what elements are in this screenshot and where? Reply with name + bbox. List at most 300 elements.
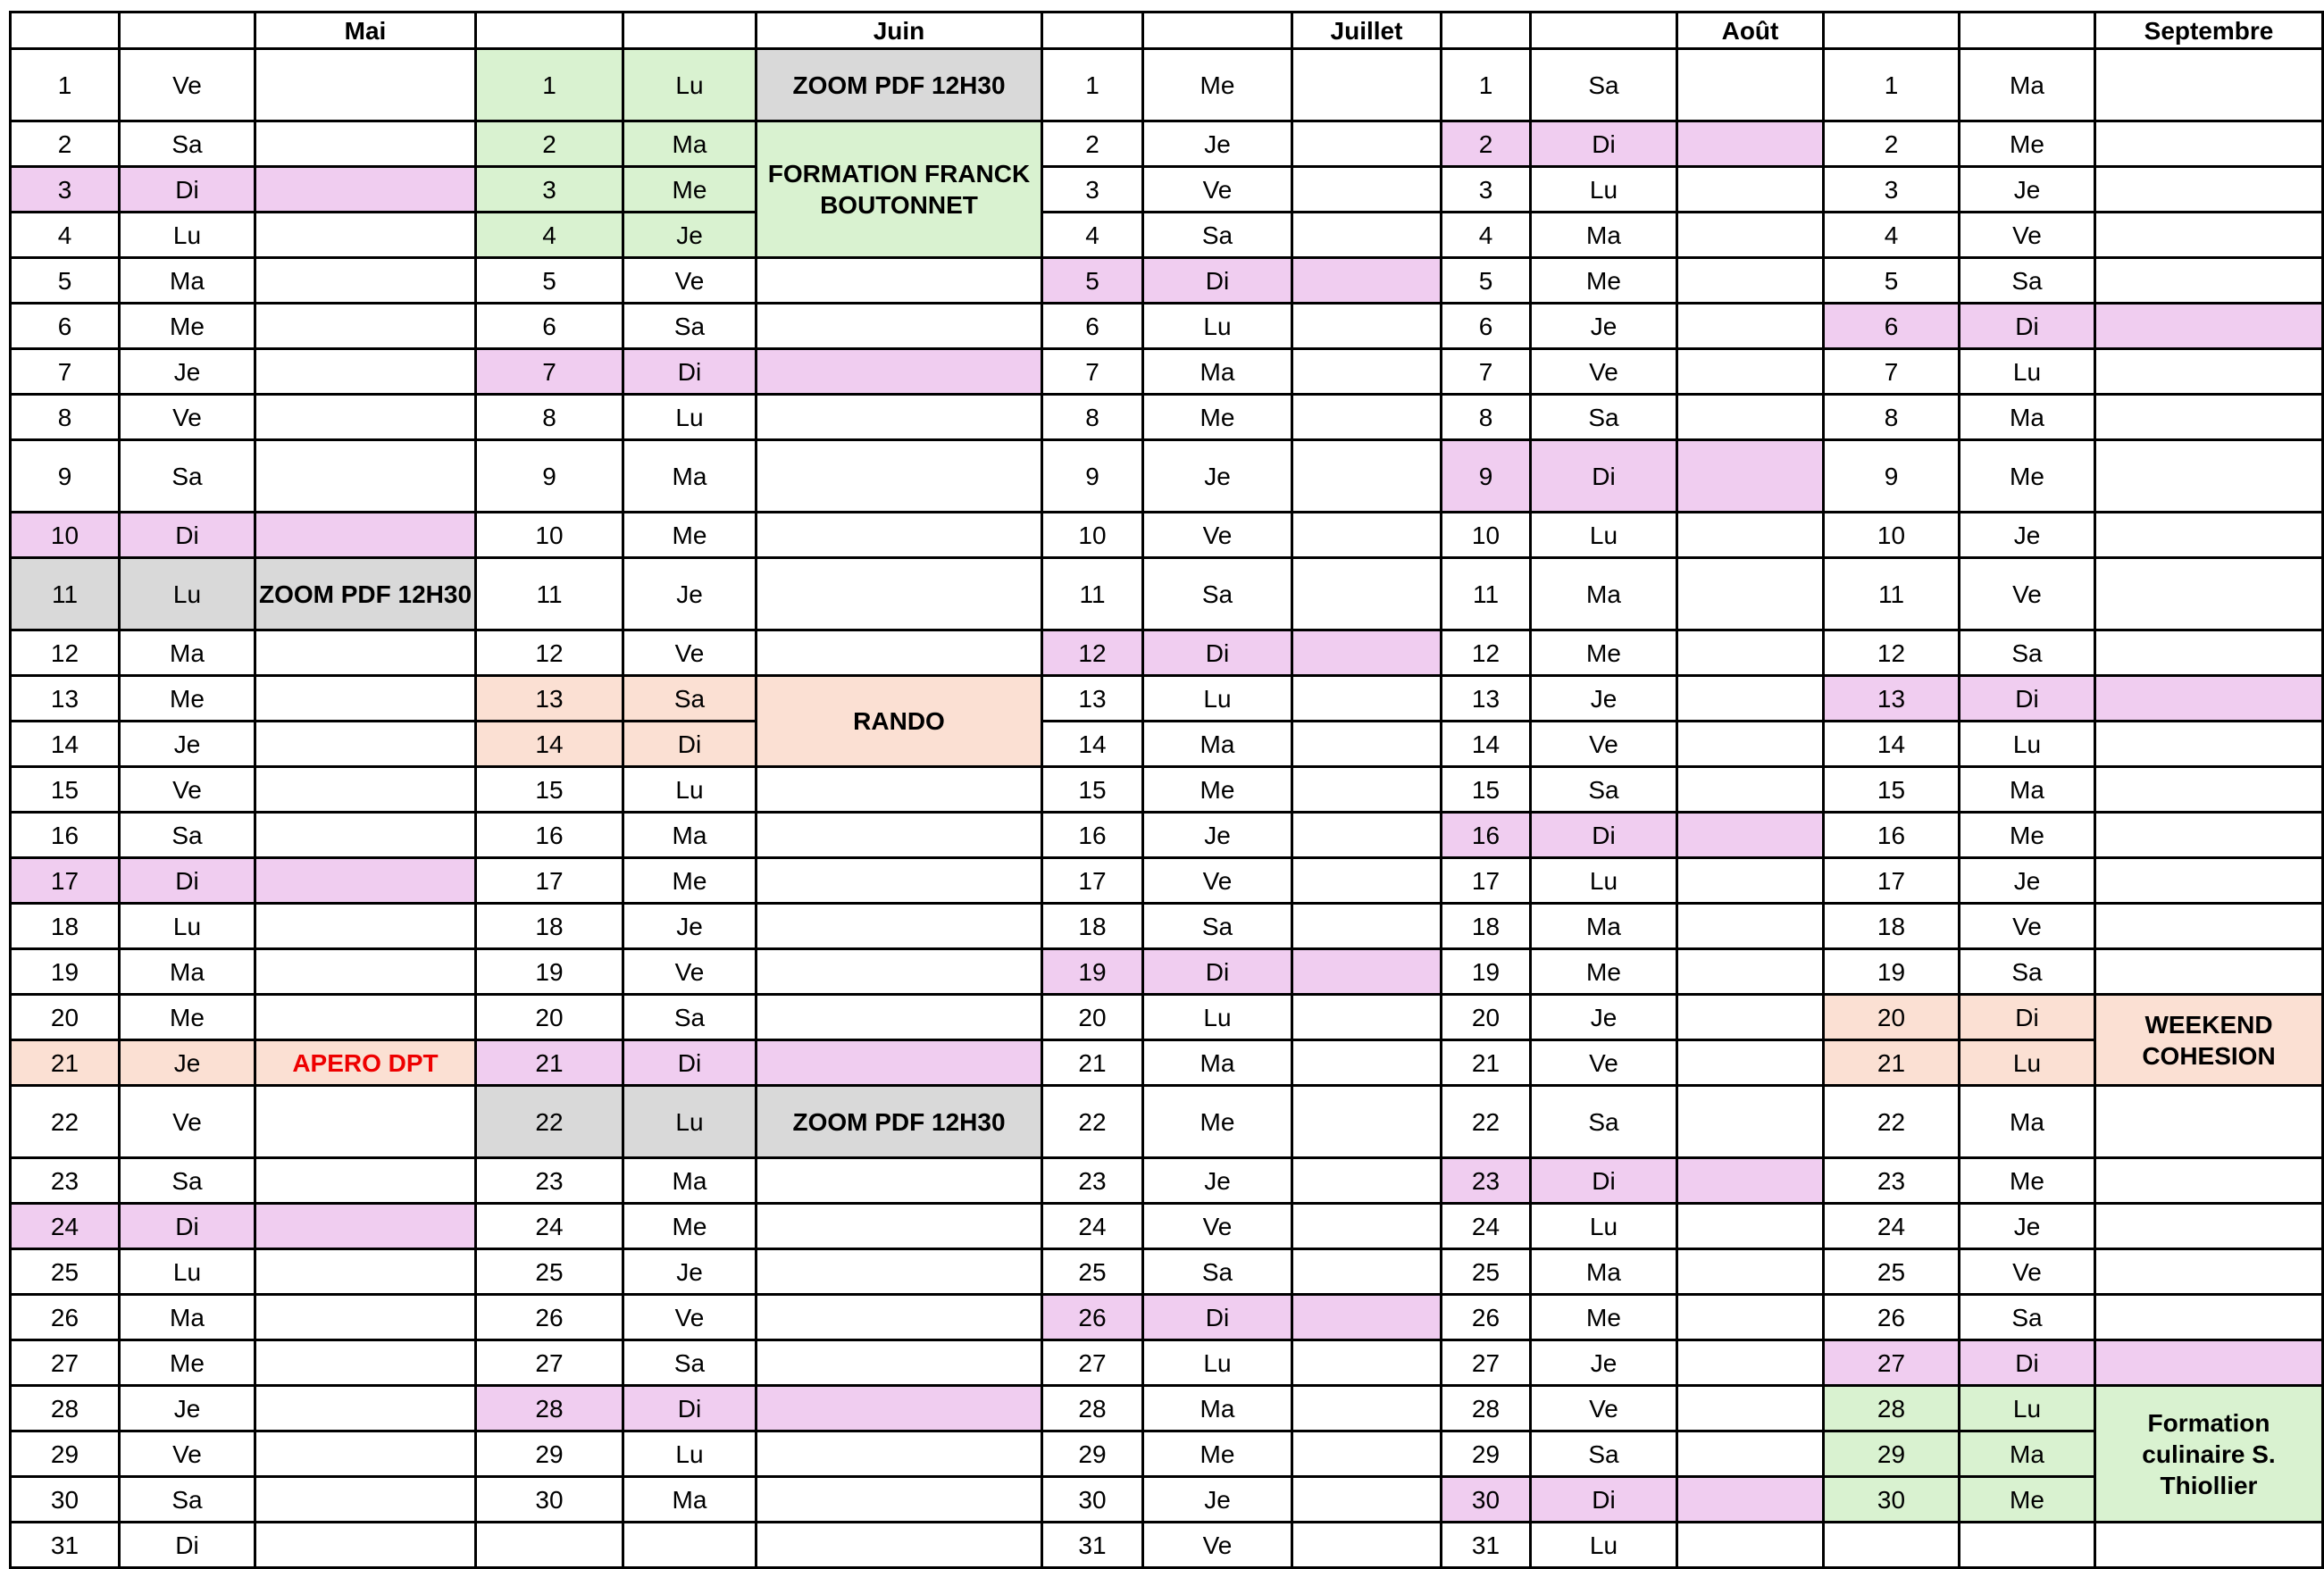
day-number-mai: 9 <box>11 440 120 513</box>
event-cell-mai <box>255 949 476 995</box>
weekday-septembre: Sa <box>1960 630 2095 676</box>
day-number-juillet: 22 <box>1042 1086 1143 1158</box>
event-cell-mai <box>255 1249 476 1295</box>
event-cell-juillet <box>1292 1040 1442 1086</box>
day-number-juillet: 12 <box>1042 630 1143 676</box>
day-number-mai: 31 <box>11 1523 120 1568</box>
day-number-juillet: 8 <box>1042 395 1143 440</box>
day-number-juillet: 11 <box>1042 558 1143 630</box>
event-cell-juin <box>757 1340 1042 1386</box>
table-row <box>11 395 2323 440</box>
event-cell-juin <box>757 304 1042 349</box>
event-cell-juillet <box>1292 558 1442 630</box>
day-number-septembre: 8 <box>1824 395 1960 440</box>
event-cell-mai <box>255 1086 476 1158</box>
event-cell-septembre <box>2095 1086 2323 1158</box>
day-number-septembre: 14 <box>1824 722 1960 767</box>
event-cell-mai <box>255 258 476 304</box>
day-number-septembre: 6 <box>1824 304 1960 349</box>
event-zoom-juin-22: ZOOM PDF 12H30 <box>757 1086 1042 1158</box>
weekday-juillet: Di <box>1143 630 1292 676</box>
day-number-mai: 25 <box>11 1249 120 1295</box>
day-number-aout: 26 <box>1442 1295 1531 1340</box>
month-header-septembre: Septembre <box>2095 13 2323 49</box>
day-number-aout: 24 <box>1442 1204 1531 1249</box>
event-cell-juin <box>757 767 1042 813</box>
day-number-juillet: 4 <box>1042 213 1143 258</box>
table-row <box>11 949 2323 995</box>
day-number-mai: 30 <box>11 1477 120 1523</box>
day-number-juin: 23 <box>476 1158 623 1204</box>
event-cell-juin <box>757 1204 1042 1249</box>
weekday-juin: Me <box>623 167 757 213</box>
table-row <box>11 1040 2323 1086</box>
weekday-juillet: Ma <box>1143 1040 1292 1086</box>
table-row <box>11 1340 2323 1386</box>
event-cell-aout <box>1677 440 1824 513</box>
weekday-septembre: Je <box>1960 513 2095 558</box>
event-cell-septembre <box>2095 1523 2323 1568</box>
weekday-aout: Di <box>1531 1477 1677 1523</box>
header-spacer <box>11 13 120 49</box>
event-cell-aout <box>1677 858 1824 904</box>
table-row <box>11 349 2323 395</box>
event-cell-septembre <box>2095 767 2323 813</box>
day-number-juillet: 29 <box>1042 1431 1143 1477</box>
day-number-juillet: 23 <box>1042 1158 1143 1204</box>
day-number-septembre: 19 <box>1824 949 1960 995</box>
day-number-aout: 23 <box>1442 1158 1531 1204</box>
month-header-aout: Août <box>1677 13 1824 49</box>
day-number-aout: 21 <box>1442 1040 1531 1086</box>
weekday-aout: Lu <box>1531 513 1677 558</box>
day-number-juillet: 1 <box>1042 49 1143 121</box>
event-cell-juillet <box>1292 858 1442 904</box>
day-number-juin: 30 <box>476 1477 623 1523</box>
day-number-septembre: 10 <box>1824 513 1960 558</box>
weekday-juin: Lu <box>623 395 757 440</box>
weekday-juin: Lu <box>623 1086 757 1158</box>
day-number-aout: 16 <box>1442 813 1531 858</box>
weekday-mai: Di <box>120 858 255 904</box>
event-cell-juillet <box>1292 395 1442 440</box>
weekday-aout: Ma <box>1531 1249 1677 1295</box>
day-number-juin <box>476 1523 623 1568</box>
day-number-mai: 17 <box>11 858 120 904</box>
weekday-juin: Me <box>623 858 757 904</box>
event-cell-mai <box>255 395 476 440</box>
day-number-aout: 6 <box>1442 304 1531 349</box>
day-number-aout: 3 <box>1442 167 1531 213</box>
event-cell-aout <box>1677 949 1824 995</box>
event-cell-juin <box>757 1249 1042 1295</box>
day-number-juillet: 24 <box>1042 1204 1143 1249</box>
weekday-aout: Me <box>1531 949 1677 995</box>
event-cell-septembre <box>2095 258 2323 304</box>
day-number-juin: 25 <box>476 1249 623 1295</box>
month-header-juin: Juin <box>757 13 1042 49</box>
day-number-juillet: 26 <box>1042 1295 1143 1340</box>
day-number-juin: 22 <box>476 1086 623 1158</box>
event-cell-aout <box>1677 1340 1824 1386</box>
event-cell-juillet <box>1292 440 1442 513</box>
weekday-mai: Ve <box>120 767 255 813</box>
weekday-juillet: Je <box>1143 1158 1292 1204</box>
day-number-juillet: 16 <box>1042 813 1143 858</box>
weekday-juin: Je <box>623 904 757 949</box>
weekday-juillet: Di <box>1143 949 1292 995</box>
weekday-mai: Ma <box>120 949 255 995</box>
weekday-juin: Sa <box>623 995 757 1040</box>
weekday-juillet: Lu <box>1143 995 1292 1040</box>
weekday-juin: Sa <box>623 304 757 349</box>
day-number-mai: 14 <box>11 722 120 767</box>
day-number-juin: 21 <box>476 1040 623 1086</box>
day-number-juillet: 2 <box>1042 121 1143 167</box>
day-number-aout: 27 <box>1442 1340 1531 1386</box>
day-number-septembre: 26 <box>1824 1295 1960 1340</box>
weekday-juillet: Ma <box>1143 722 1292 767</box>
event-cell-septembre <box>2095 1158 2323 1204</box>
weekday-septembre: Sa <box>1960 949 2095 995</box>
day-number-aout: 1 <box>1442 49 1531 121</box>
event-cell-mai <box>255 349 476 395</box>
event-cell-aout <box>1677 304 1824 349</box>
day-number-juillet: 21 <box>1042 1040 1143 1086</box>
day-number-juin: 7 <box>476 349 623 395</box>
event-cell-aout <box>1677 1431 1824 1477</box>
weekday-mai: Ma <box>120 258 255 304</box>
day-number-juillet: 25 <box>1042 1249 1143 1295</box>
weekday-aout: Di <box>1531 1158 1677 1204</box>
day-number-septembre: 18 <box>1824 904 1960 949</box>
weekday-mai: Me <box>120 995 255 1040</box>
event-cell-septembre <box>2095 858 2323 904</box>
day-number-aout: 14 <box>1442 722 1531 767</box>
event-cell-septembre <box>2095 440 2323 513</box>
event-cell-aout <box>1677 1204 1824 1249</box>
day-number-septembre: 4 <box>1824 213 1960 258</box>
event-cell-juin <box>757 949 1042 995</box>
event-cell-mai <box>255 813 476 858</box>
day-number-juin: 9 <box>476 440 623 513</box>
event-cell-juillet <box>1292 1340 1442 1386</box>
event-apero-dpt: APERO DPT <box>255 1040 476 1086</box>
day-number-mai: 28 <box>11 1386 120 1431</box>
weekday-juin: Je <box>623 213 757 258</box>
weekday-aout: Sa <box>1531 1086 1677 1158</box>
event-cell-septembre <box>2095 395 2323 440</box>
weekday-juin: Ve <box>623 1295 757 1340</box>
event-cell-juin <box>757 258 1042 304</box>
weekday-septembre: Me <box>1960 440 2095 513</box>
day-number-aout: 7 <box>1442 349 1531 395</box>
table-row <box>11 304 2323 349</box>
day-number-aout: 17 <box>1442 858 1531 904</box>
event-cell-mai <box>255 49 476 121</box>
weekday-juin <box>623 1523 757 1568</box>
event-cell-aout <box>1677 904 1824 949</box>
table-row <box>11 995 2323 1040</box>
weekday-aout: Ma <box>1531 213 1677 258</box>
event-cell-aout <box>1677 722 1824 767</box>
weekday-mai: Ve <box>120 1431 255 1477</box>
weekday-juillet: Ma <box>1143 349 1292 395</box>
event-cell-mai <box>255 995 476 1040</box>
day-number-mai: 5 <box>11 258 120 304</box>
event-cell-aout <box>1677 995 1824 1040</box>
weekday-juin: Je <box>623 1249 757 1295</box>
event-weekend-cohesion: WEEKEND COHESION <box>2095 995 2323 1086</box>
table-row <box>11 1523 2323 1568</box>
table-row <box>11 1158 2323 1204</box>
weekday-septembre: Ve <box>1960 558 2095 630</box>
day-number-juin: 2 <box>476 121 623 167</box>
weekday-mai: Sa <box>120 1477 255 1523</box>
weekday-aout: Di <box>1531 440 1677 513</box>
header-spacer <box>1143 13 1292 49</box>
day-number-juillet: 20 <box>1042 995 1143 1040</box>
event-cell-mai <box>255 1523 476 1568</box>
event-cell-juillet <box>1292 1431 1442 1477</box>
weekday-juin: Ma <box>623 813 757 858</box>
event-cell-juillet <box>1292 767 1442 813</box>
day-number-aout: 9 <box>1442 440 1531 513</box>
table-row <box>11 1204 2323 1249</box>
event-cell-juillet <box>1292 1204 1442 1249</box>
event-cell-juillet <box>1292 1086 1442 1158</box>
day-number-mai: 8 <box>11 395 120 440</box>
table-row <box>11 558 2323 630</box>
day-number-septembre: 21 <box>1824 1040 1960 1086</box>
day-number-mai: 6 <box>11 304 120 349</box>
day-number-juillet: 31 <box>1042 1523 1143 1568</box>
event-cell-septembre <box>2095 949 2323 995</box>
event-cell-juin <box>757 1386 1042 1431</box>
event-cell-aout <box>1677 513 1824 558</box>
weekday-mai: Ma <box>120 630 255 676</box>
weekday-septembre: Lu <box>1960 1040 2095 1086</box>
day-number-septembre: 28 <box>1824 1386 1960 1431</box>
weekday-aout: Sa <box>1531 767 1677 813</box>
header-spacer <box>476 13 623 49</box>
event-cell-mai <box>255 676 476 722</box>
event-cell-septembre <box>2095 304 2323 349</box>
table-row <box>11 513 2323 558</box>
event-cell-septembre <box>2095 1204 2323 1249</box>
day-number-juin: 15 <box>476 767 623 813</box>
event-rando: RANDO <box>757 676 1042 767</box>
weekday-juillet: Ma <box>1143 1386 1292 1431</box>
event-cell-aout <box>1677 558 1824 630</box>
weekday-mai: Je <box>120 1386 255 1431</box>
event-cell-mai <box>255 1386 476 1431</box>
weekday-septembre: Me <box>1960 813 2095 858</box>
day-number-septembre: 23 <box>1824 1158 1960 1204</box>
day-number-juin: 5 <box>476 258 623 304</box>
weekday-septembre: Ve <box>1960 1249 2095 1295</box>
weekday-septembre: Ma <box>1960 395 2095 440</box>
event-cell-septembre <box>2095 1340 2323 1386</box>
day-number-juin: 6 <box>476 304 623 349</box>
day-number-juin: 12 <box>476 630 623 676</box>
weekday-aout: Je <box>1531 995 1677 1040</box>
table-row <box>11 1295 2323 1340</box>
weekday-aout: Sa <box>1531 395 1677 440</box>
event-cell-septembre <box>2095 1295 2323 1340</box>
table-row <box>11 440 2323 513</box>
weekday-juin: Me <box>623 513 757 558</box>
header-spacer <box>120 13 255 49</box>
event-cell-aout <box>1677 1040 1824 1086</box>
event-cell-juin <box>757 1523 1042 1568</box>
weekday-juillet: Ve <box>1143 858 1292 904</box>
header-row <box>11 13 2323 49</box>
event-cell-juin <box>757 1040 1042 1086</box>
weekday-septembre: Sa <box>1960 1295 2095 1340</box>
day-number-mai: 15 <box>11 767 120 813</box>
day-number-aout: 19 <box>1442 949 1531 995</box>
event-cell-septembre <box>2095 558 2323 630</box>
weekday-juin: Me <box>623 1204 757 1249</box>
event-cell-juin <box>757 558 1042 630</box>
day-number-juin: 3 <box>476 167 623 213</box>
day-number-septembre: 5 <box>1824 258 1960 304</box>
weekday-aout: Je <box>1531 1340 1677 1386</box>
table-row <box>11 1477 2323 1523</box>
weekday-juin: Lu <box>623 1431 757 1477</box>
table-row <box>11 49 2323 121</box>
day-number-juin: 28 <box>476 1386 623 1431</box>
day-number-mai: 27 <box>11 1340 120 1386</box>
event-cell-aout <box>1677 767 1824 813</box>
weekday-juin: Di <box>623 1386 757 1431</box>
day-number-juillet: 19 <box>1042 949 1143 995</box>
day-number-juin: 10 <box>476 513 623 558</box>
weekday-juin: Ve <box>623 258 757 304</box>
weekday-juillet: Ve <box>1143 167 1292 213</box>
header-spacer <box>1824 13 1960 49</box>
day-number-septembre: 2 <box>1824 121 1960 167</box>
event-cell-mai <box>255 167 476 213</box>
table-row <box>11 167 2323 213</box>
day-number-aout: 11 <box>1442 558 1531 630</box>
event-cell-septembre <box>2095 722 2323 767</box>
event-cell-mai <box>255 858 476 904</box>
header-spacer <box>1442 13 1531 49</box>
event-cell-aout <box>1677 1158 1824 1204</box>
weekday-aout: Me <box>1531 630 1677 676</box>
weekday-juillet: Je <box>1143 813 1292 858</box>
event-cell-septembre <box>2095 676 2323 722</box>
day-number-juillet: 14 <box>1042 722 1143 767</box>
event-cell-juin <box>757 513 1042 558</box>
weekday-aout: Je <box>1531 676 1677 722</box>
event-cell-juillet <box>1292 1158 1442 1204</box>
event-cell-aout <box>1677 1523 1824 1568</box>
event-cell-juin <box>757 995 1042 1040</box>
day-number-septembre: 15 <box>1824 767 1960 813</box>
day-number-aout: 30 <box>1442 1477 1531 1523</box>
weekday-juin: Di <box>623 349 757 395</box>
event-cell-septembre <box>2095 630 2323 676</box>
day-number-mai: 11 <box>11 558 120 630</box>
weekday-mai: Ma <box>120 1295 255 1340</box>
day-number-aout: 18 <box>1442 904 1531 949</box>
weekday-juillet: Je <box>1143 1477 1292 1523</box>
event-cell-aout <box>1677 395 1824 440</box>
weekday-juillet: Di <box>1143 1295 1292 1340</box>
day-number-juillet: 13 <box>1042 676 1143 722</box>
weekday-juin: Ma <box>623 121 757 167</box>
weekday-mai: Lu <box>120 213 255 258</box>
event-cell-juillet <box>1292 904 1442 949</box>
weekday-mai: Sa <box>120 121 255 167</box>
day-number-juillet: 5 <box>1042 258 1143 304</box>
weekday-mai: Je <box>120 1040 255 1086</box>
table-row <box>11 1431 2323 1477</box>
event-cell-juillet <box>1292 1523 1442 1568</box>
event-cell-juin <box>757 904 1042 949</box>
event-cell-aout <box>1677 813 1824 858</box>
day-number-juin: 13 <box>476 676 623 722</box>
day-number-juin: 1 <box>476 49 623 121</box>
weekday-aout: Me <box>1531 258 1677 304</box>
event-cell-juillet <box>1292 813 1442 858</box>
day-number-juin: 26 <box>476 1295 623 1340</box>
weekday-aout: Ma <box>1531 558 1677 630</box>
event-cell-septembre <box>2095 513 2323 558</box>
table-row <box>11 1086 2323 1158</box>
table-row <box>11 1386 2323 1431</box>
weekday-juillet: Lu <box>1143 676 1292 722</box>
day-number-juin: 29 <box>476 1431 623 1477</box>
day-number-septembre: 24 <box>1824 1204 1960 1249</box>
day-number-aout: 22 <box>1442 1086 1531 1158</box>
day-number-juin: 19 <box>476 949 623 995</box>
event-zoom-mai-11: ZOOM PDF 12H30 <box>255 558 476 630</box>
weekday-aout: Sa <box>1531 49 1677 121</box>
weekday-septembre: Ma <box>1960 767 2095 813</box>
day-number-septembre <box>1824 1523 1960 1568</box>
day-number-juillet: 27 <box>1042 1340 1143 1386</box>
table-row <box>11 630 2323 676</box>
weekday-juillet: Lu <box>1143 304 1292 349</box>
weekday-juin: Di <box>623 722 757 767</box>
event-cell-aout <box>1677 630 1824 676</box>
weekday-septembre: Di <box>1960 1340 2095 1386</box>
weekday-aout: Lu <box>1531 858 1677 904</box>
day-number-juin: 4 <box>476 213 623 258</box>
day-number-aout: 29 <box>1442 1431 1531 1477</box>
weekday-aout: Ve <box>1531 349 1677 395</box>
table-row <box>11 121 2323 167</box>
day-number-aout: 4 <box>1442 213 1531 258</box>
weekday-aout: Ma <box>1531 904 1677 949</box>
day-number-juillet: 15 <box>1042 767 1143 813</box>
day-number-juin: 24 <box>476 1204 623 1249</box>
day-number-septembre: 7 <box>1824 349 1960 395</box>
event-cell-juillet <box>1292 1249 1442 1295</box>
day-number-aout: 2 <box>1442 121 1531 167</box>
day-number-aout: 25 <box>1442 1249 1531 1295</box>
weekday-septembre: Je <box>1960 167 2095 213</box>
event-formation-franck: FORMATION FRANCK BOUTONNET <box>757 121 1042 258</box>
weekday-juillet: Me <box>1143 1431 1292 1477</box>
weekday-juin: Ve <box>623 949 757 995</box>
weekday-septembre: Di <box>1960 995 2095 1040</box>
header-spacer <box>1531 13 1677 49</box>
